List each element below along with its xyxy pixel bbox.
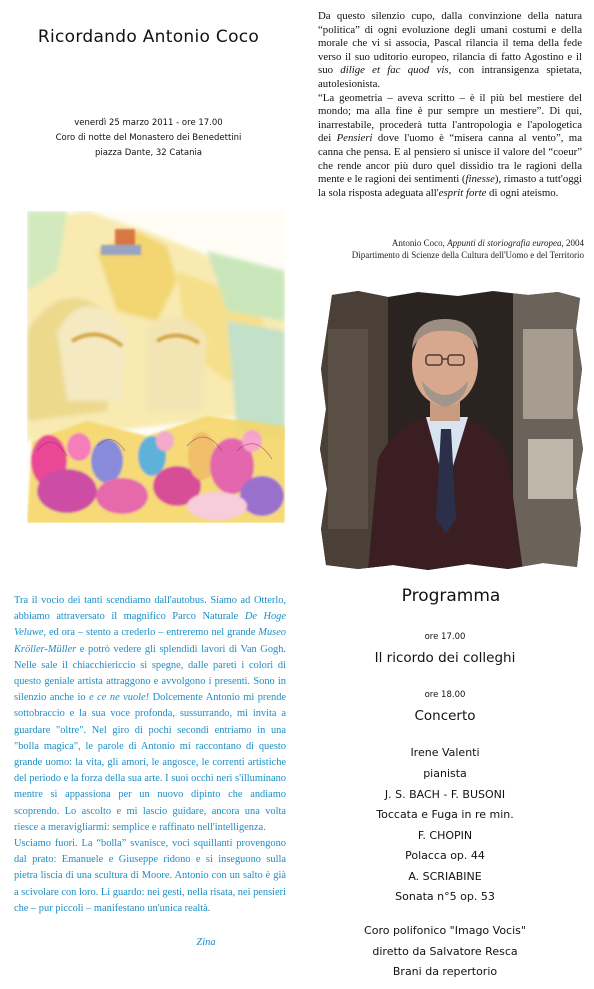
piece-title: Polacca op. 44	[405, 849, 485, 862]
source-department: Dipartimento di Scienze della Cultura dell'Uomo e del Territorio	[351, 250, 584, 260]
text-run-italic: e ce ne vuole!	[89, 692, 150, 704]
performer-role: pianista	[423, 767, 467, 780]
text-run: Da questo silenzio cupo, dalla convinzione della natura “politica” di ogni evoluzione degli umani costumi e della morale che vi si associa, Pascal rilancia il tema della fede verso il suo uditorio europeo, rilancia di fatto Agostino e il suo	[318, 10, 582, 77]
text-run: ), rimasto a tutt'oggi la sola risposta adeguata all'	[318, 173, 583, 199]
text-run: , ed ora – stento a crederlo – entreremo nel grande	[43, 627, 259, 639]
source-year: , 2004	[561, 238, 584, 248]
quote-text	[318, 10, 582, 200]
text-run-italic: Museo Kröller-Müller	[14, 627, 286, 655]
piece-title: Sonata n°5 op. 53	[395, 890, 495, 903]
story-paragraph	[14, 593, 286, 836]
choir-repertoire: Brani da repertorio	[392, 965, 498, 978]
text-run: “La geometria – aveva scritto – è il più bel mestiere del mondo; ma alla fine è pur sempre un mestiere”. Di qui, inarrestabile, procederà tutta l'antropologia e l'apologetica dei	[318, 91, 582, 145]
text-run-italic: dilige et fac quod vis	[340, 64, 449, 77]
event-date: venerdì 25 marzo 2011 - ore 17.00	[74, 118, 223, 128]
program-item: Il ricordo dei colleghi	[374, 650, 516, 666]
event-venue: Coro di notte del Monastero dei Benedettini	[55, 133, 242, 143]
composer: F. CHOPIN	[417, 829, 473, 842]
text-run-italic: Pensieri	[336, 132, 373, 145]
event-address: piazza Dante, 32 Catania	[94, 148, 203, 158]
choir-director: diretto da Salvatore Resca	[372, 945, 518, 958]
composer: A. SCRIABINE	[408, 870, 482, 883]
memory-story	[14, 593, 286, 917]
text-run-italic: finesse	[465, 173, 495, 186]
story-signature: Zina	[196, 937, 216, 948]
text-run-italic: esprit forte	[438, 186, 487, 199]
event-info	[0, 116, 297, 161]
page-title: Ricordando Antonio Coco	[37, 27, 260, 47]
performer-name: Irene Valenti	[410, 746, 480, 759]
quote-source	[318, 237, 584, 261]
program-time: ore 18.00	[424, 690, 466, 700]
choir-name: Coro polifonico "Imago Vocis"	[364, 924, 526, 937]
quote-paragraph	[318, 92, 582, 201]
piece-title: Toccata e Fuga in re min.	[376, 808, 514, 821]
watercolor-painting	[27, 211, 285, 523]
text-run: Tra il vocio dei tanti scendiamo dall'autobus. Siamo ad Otterlo, abbiamo attraversato il magnifico Parco Naturale	[14, 595, 286, 623]
quote-paragraph	[318, 10, 582, 92]
text-run: , con intransigenza spietata, autolesionista.	[318, 64, 582, 90]
text-run-italic: De Hoge Veluwe	[14, 611, 286, 639]
source-citation	[318, 237, 584, 249]
program-time: ore 17.00	[424, 632, 466, 642]
composer: J. S. BACH - F. BUSONI	[384, 788, 506, 801]
portrait-photo	[318, 289, 584, 571]
program-title: Programma	[401, 586, 501, 606]
source-author: Antonio Coco,	[391, 238, 448, 248]
text-run: di ogni ateismo.	[486, 186, 559, 199]
story-paragraph: Usciamo fuori. La “bolla” svanisce, voci squillanti provengono dal prato: Emanuele e Giuseppe ridono e si inseguono sulla pietra liscia di una scultura di Moore. Antonio con un salto è già a scivolare con loro. Li guardo: nei gesti, nella risata, nei pensieri che – pur piccoli – manifestano un'unica realtà.	[14, 838, 286, 914]
text-run: dove l'uomo è “misera canna al vento”, ma canna che pensa. E al pensiero si unisce il valore del “coeur” che rende ancor più duro quel dissidio tra le ragioni della mente e le ragioni dei sentimenti (	[318, 132, 582, 186]
text-run: Dolcemente Antonio mi prende sottobraccio e la sua voce profonda, sussurrando, mi invita a guardare "oltre". Nel giro di pochi secondi entriamo in una "bolla magica", le parole di Antonio mi raccontano di questo grande uomo: la vita, gli amori, le angosce, le correnti artistiche del periodo e la forza della sua arte. I suoi occhi neri s'illuminano mentre si appassiona per un nuovo dipinto che andiamo scoprendo. Lo ascolto e mi lascio guidare, ancora una volta riesce a meravigliarmi: semplice e raffinato nell'intelligenza.	[14, 692, 286, 833]
source-work: Appunti di storiografia europea	[447, 238, 562, 248]
text-run: e potrò vedere gli splendidi lavori di Van Gogh. Nelle sale il chiacchiericcio si spegne, dalle pareti i colori di questo geniale artista attraggono e avvolgono i presenti. Sono in silenzio anche io	[14, 643, 286, 704]
program-item: Concerto	[414, 708, 476, 724]
